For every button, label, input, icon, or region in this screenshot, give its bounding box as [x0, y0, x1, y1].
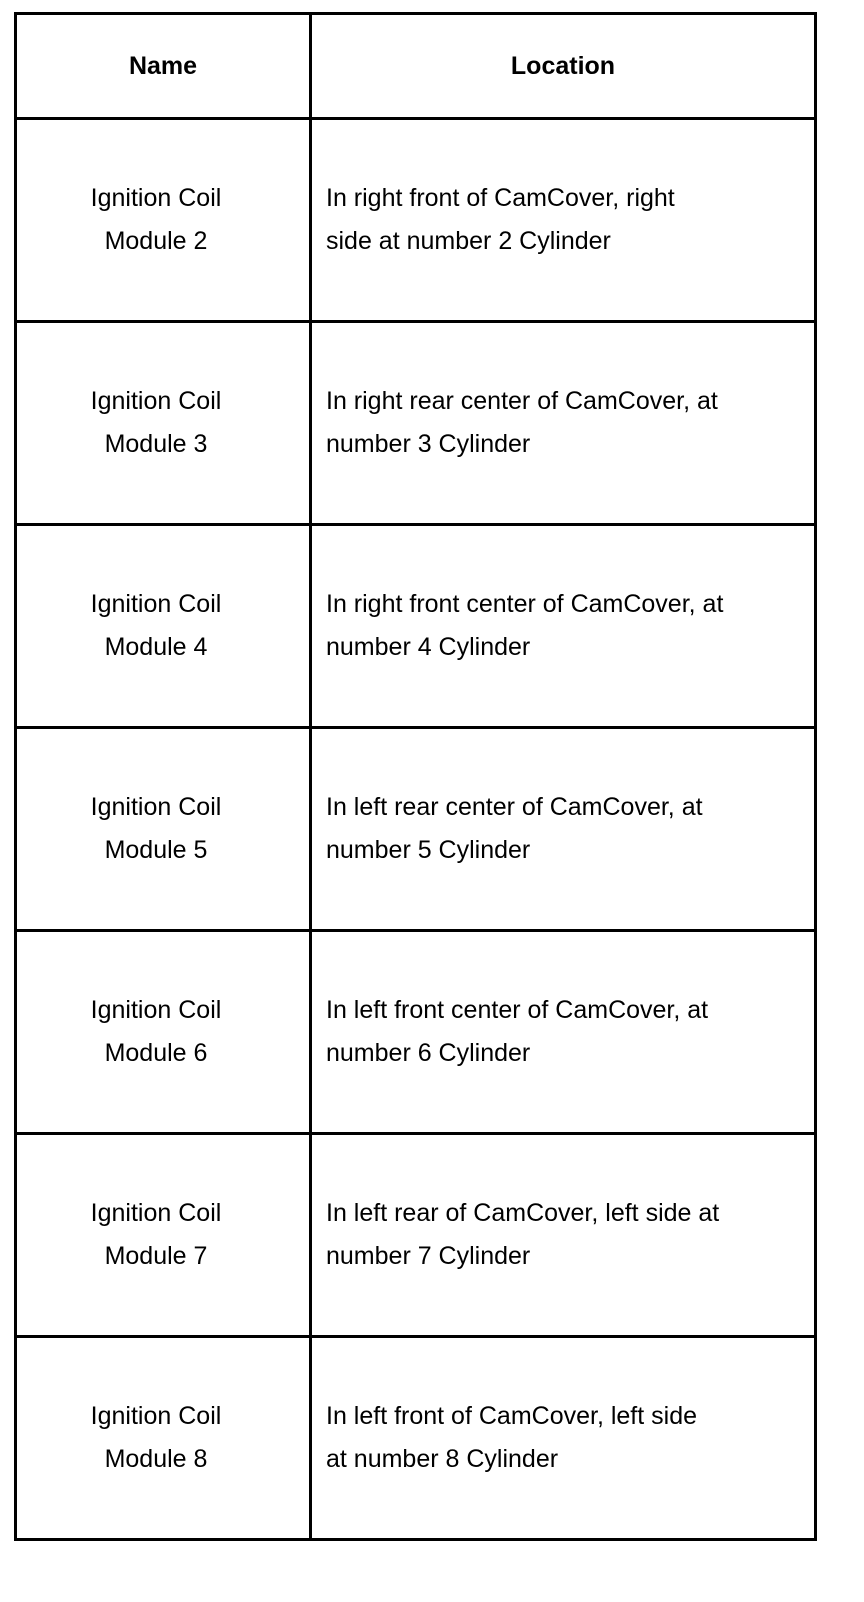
name-line: Ignition Coil — [90, 184, 222, 212]
location-cell — [311, 1337, 816, 1540]
name-cell — [16, 119, 311, 322]
location-cell — [311, 728, 816, 931]
location-line: number 6 Cylinder — [326, 1039, 531, 1067]
location-line: number 5 Cylinder — [326, 836, 531, 864]
name-cell — [16, 728, 311, 931]
name-line: Module 4 — [104, 633, 208, 661]
location-cell — [311, 931, 816, 1134]
location-line: In right front of CamCover, right — [326, 184, 675, 212]
table-row — [16, 931, 816, 1134]
location-column-header: Location — [311, 14, 816, 119]
location-line: number 4 Cylinder — [326, 633, 531, 661]
name-line: Module 3 — [104, 430, 208, 458]
table-row — [16, 1134, 816, 1337]
name-line: Ignition Coil — [90, 1402, 222, 1430]
table-row — [16, 728, 816, 931]
location-line: In left front center of CamCover, at — [326, 996, 709, 1024]
name-line: Module 5 — [104, 836, 208, 864]
name-cell — [16, 525, 311, 728]
location-line: side at number 2 Cylinder — [326, 227, 611, 255]
name-cell — [16, 322, 311, 525]
location-line: at number 8 Cylinder — [326, 1445, 559, 1473]
location-cell — [311, 1134, 816, 1337]
name-column-header: Name — [16, 14, 311, 119]
table-row — [16, 525, 816, 728]
component-location-table-wrapper — [14, 12, 814, 1541]
table-row — [16, 322, 816, 525]
name-line: Ignition Coil — [90, 793, 222, 821]
location-cell — [311, 525, 816, 728]
component-location-table — [14, 12, 817, 1541]
name-line: Ignition Coil — [90, 387, 222, 415]
name-cell — [16, 1134, 311, 1337]
name-cell — [16, 1337, 311, 1540]
name-line: Ignition Coil — [90, 996, 222, 1024]
location-line: number 7 Cylinder — [326, 1242, 531, 1270]
name-line: Ignition Coil — [90, 1199, 222, 1227]
location-line: In left rear of CamCover, left side at — [326, 1199, 720, 1227]
location-line: In left rear center of CamCover, at — [326, 793, 703, 821]
table-header-row — [16, 14, 816, 119]
name-line: Module 7 — [104, 1242, 208, 1270]
name-line: Module 8 — [104, 1445, 208, 1473]
table-row — [16, 1337, 816, 1540]
location-line: In right front center of CamCover, at — [326, 590, 724, 618]
table-row — [16, 119, 816, 322]
location-line: In left front of CamCover, left side — [326, 1402, 697, 1430]
location-cell — [311, 119, 816, 322]
name-line: Module 2 — [104, 227, 208, 255]
location-cell — [311, 322, 816, 525]
location-line: number 3 Cylinder — [326, 430, 531, 458]
name-cell — [16, 931, 311, 1134]
name-line: Module 6 — [104, 1039, 208, 1067]
name-line: Ignition Coil — [90, 590, 222, 618]
location-line: In right rear center of CamCover, at — [326, 387, 718, 415]
